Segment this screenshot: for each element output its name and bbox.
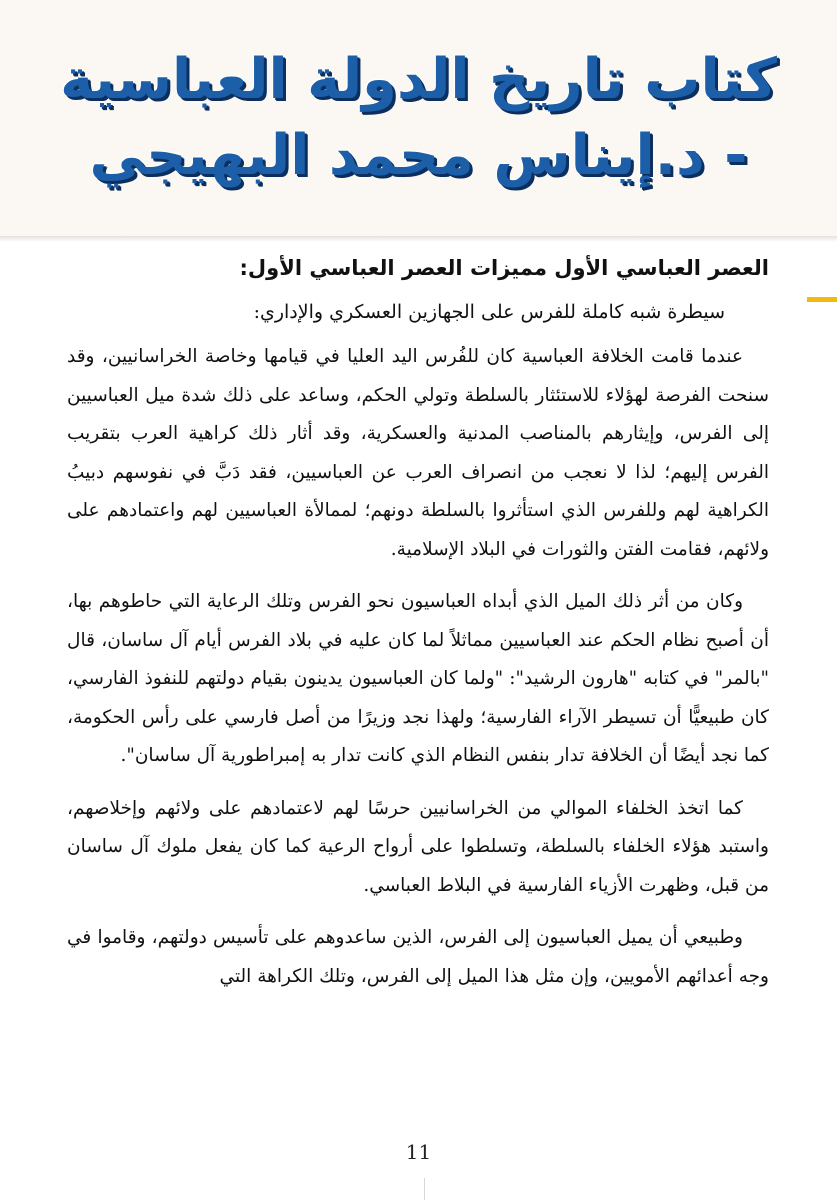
book-title: كتاب تاريخ الدولة العباسية - د.إيناس محمد البهيجي bbox=[60, 47, 777, 188]
paragraph-3 bbox=[67, 790, 769, 906]
accent-bookmark-bar bbox=[807, 297, 837, 302]
page-content bbox=[67, 246, 769, 1010]
paragraph-3-text: كما اتخذ الخلفاء الموالي من الخراسانيين حرسًا لهم لاعتمادهم على ولائهم وإخلاصهم، واستبد هؤلاء الخلفاء بالسلطة، وتسلطوا على أرواح الرعية كما كان يفعل ملوك آل ساسان من قبل، وظهرت الأزياء الفارسية في البلاط العباسي. bbox=[67, 797, 769, 896]
banner-divider bbox=[0, 236, 837, 242]
paragraph-2 bbox=[67, 583, 769, 776]
paragraph-4 bbox=[67, 919, 769, 996]
paragraph-1-text: عندما قامت الخلافة العباسية كان للفُرس اليد العليا في قيامها وخاصة الخراسانيين، وقد سنحت الفرصة لهؤلاء للاستئثار بالسلطة وتولي الحكم، وساعد على ذلك شدة ميل العباسيين إلى الفرس، وإيثارهم بالمناصب المدنية والعسكرية، وقد أثار ذلك كراهية العرب بتقريب الفرس إليهم؛ لذا لا نعجب من انصراف العرب عن العباسيين، فقد دَبَّ في نفوسهم دبيبُ الكراهية لهم وللفرس الذي استأثروا بالسلطة دونهم؛ لممالأة العباسيين لهم واعتمادهم على ولائهم، فقامت الفتن والثورات في البلاد الإسلامية. bbox=[67, 346, 769, 560]
section-heading: العصر العباسي الأول مميزات العصر العباسي الأول: bbox=[239, 256, 769, 280]
title-banner bbox=[0, 0, 837, 236]
section-subheading: سيطرة شبه كاملة للفرس على الجهازين العسكري والإداري: bbox=[253, 301, 725, 323]
paragraph-1 bbox=[67, 338, 769, 569]
paragraph-2-text: وكان من أثر ذلك الميل الذي أبداه العباسيون نحو الفرس وتلك الرعاية التي حاطوهم بها، أن أصبح نظام الحكم عند العباسيين مماثلاً لما كان عليه في بلاد الفرس أيام آل ساسان، قال "بالمر" في كتابه "هارون الرشيد": "ولما كان العباسيون يدينون بقيام دولتهم للنفوذ الفارسي، كان طبيعيًّا أن تسيطر الآراء الفارسية؛ ولهذا نجد وزيرًا من أصل فارسي على رأس الحكومة، كما نجد أيضًا أن الخلافة تدار بنفس النظام الذي كانت تدار به إمبراطورية آل ساسان". bbox=[67, 591, 769, 766]
paragraph-4-text: وطبيعي أن يميل العباسيون إلى الفرس، الذين ساعدوهم على تأسيس دولتهم، وقاموا في وجه أعدائهم الأمويين، وإن مثل هذا الميل إلى الفرس، وتلك الكراهة التي bbox=[67, 927, 769, 987]
page-number: 11 bbox=[405, 1140, 432, 1164]
page-gutter-line bbox=[424, 1178, 425, 1200]
